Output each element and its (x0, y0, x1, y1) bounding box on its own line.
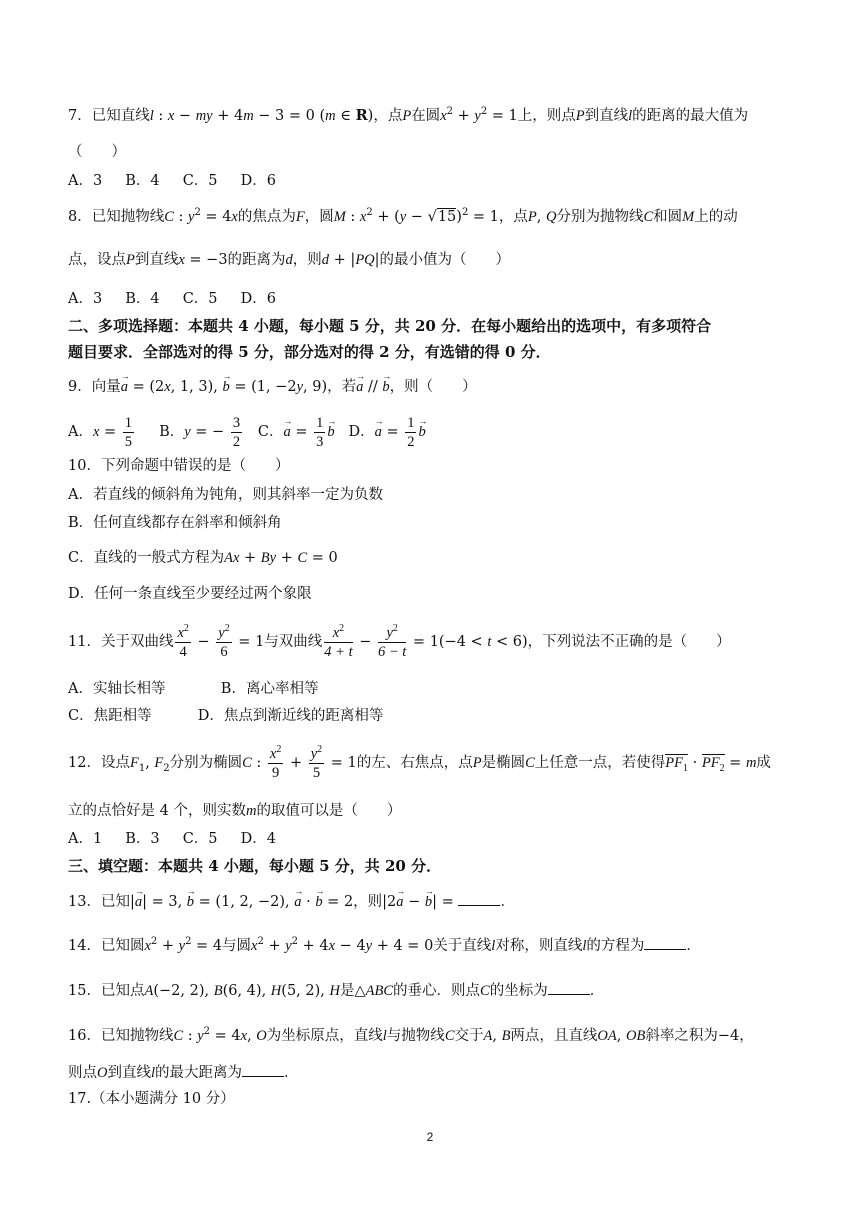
question-8: 8．已知抛物线C : $y^2 = 4x$的焦点为F，圆M : $x^2 + (y - √15)^2 = 1$，点P, Q分别为抛物线C和圆M上的动 (68, 207, 738, 225)
question-12-options: A．1 B．3 C．5 D．4 (68, 831, 276, 847)
question-8-line2: 点，设点P到直线x = −3的距离为d，则d + |PQ|的最小值为（ ） (68, 252, 511, 268)
question-7: 7．已知直线l : x − my + 4m − 3 = 0 (m ∈ R)，点P在圆$x^2 + y^2 = 1$上，则点P到直线l的距离的最大值为 (68, 106, 749, 124)
section-2-heading-line2: 题目要求．全部选对的得 5 分，部分选对的得 2 分，有选错的得 0 分． (68, 343, 551, 361)
question-17: 17.（本小题满分 10 分） (68, 1091, 235, 1107)
question-7-paren: （ ） (68, 144, 126, 160)
question-16-line2: 则点O到直线l的最大距离为 ． (68, 1062, 806, 1083)
section-3-heading: 三、填空题：本题共 4 小题，每小题 5 分，共 20 分． (68, 857, 442, 875)
question-11: 11．关于双曲线 $\frac{x^2}{4}$ − $\frac{y^2}{6}$ = 1与双曲线 $\frac{x^2}{4 + t}$ − $\frac{y^2}{6 - t}$ = 1(−4 < t < 6)，下列说法不正确的是（ ） (68, 622, 731, 660)
question-11-ab: A．实轴长相等 B．离心率相等 (68, 681, 319, 697)
question-11-cd: C．焦距相等 D．焦点到渐近线的距离相等 (68, 708, 384, 724)
question-12: 12．设点$F_1$, $F_2$分别为椭圆C : $\frac{x^2}{9}$ + $\frac{y^2}{5}$ = 1的左、右焦点，点P是椭圆C上任意一点，若使得$PF_1 \cdot PF_2 = m$成 (68, 743, 771, 781)
page-number: 2 (426, 1130, 434, 1144)
answer-blank[interactable] (644, 935, 686, 950)
question-13: 13．已知|→ a| = 3, → b = (1, 2, −2), → a · → b = 2，则|2→ a − → b| = ． (68, 891, 806, 912)
question-16: 16．已知抛物线C : $y^2 = 4x$, O为坐标原点，直线l与抛物线C交于A, B两点，且直线OA, OB斜率之积为−4， (68, 1026, 754, 1044)
question-10-d: D．任何一条直线至少要经过两个象限 (68, 586, 312, 602)
answer-blank[interactable] (458, 891, 500, 906)
question-15: 15．已知点A(−2, 2), B(6, 4), H(5, 2), H是△ABC的垂心．则点C的坐标为 ． (68, 980, 806, 1001)
question-10-b: B．任何直线都存在斜率和倾斜角 (68, 515, 282, 531)
section-2-heading: 二、多项选择题：本题共 4 小题，每小题 5 分，共 20 分．在每小题给出的选项中，有多项符合 (68, 317, 712, 335)
question-14: 14．已知圆$x^2 + y^2 = 4$与圆$x^2 + y^2 + 4x - 4y + 4 = 0$关于直线l对称，则直线l的方程为 ． (68, 936, 701, 954)
question-9: 9．向量→ a = (2x, 1, 3), → b = (1, −2y, 9)，若→ a // → b，则（ ） (68, 377, 806, 397)
question-10-c: C．直线的一般式方程为Ax + By + C = 0 (68, 550, 338, 566)
question-10-a: A．若直线的倾斜角为钝角，则其斜率一定为负数 (68, 487, 383, 503)
question-9-options: A．x = $\frac{1}{5}$ B．y = − $\frac{3}{2}$ C．→ a = $\frac{1}{3}$ → b D．→ a = $\frac{1}{2}$ → b (68, 413, 806, 451)
question-12-line2: 立的点恰好是 4 个，则实数m的取值可以是（ ） (68, 803, 402, 819)
question-8-options: A．3 B．4 C．5 D．6 (68, 291, 276, 307)
answer-blank[interactable] (242, 1062, 284, 1077)
answer-blank[interactable] (548, 980, 590, 995)
question-10: 10．下列命题中错误的是（ ） (68, 458, 290, 474)
question-7-options: A．3 B．4 C．5 D．6 (68, 173, 276, 189)
